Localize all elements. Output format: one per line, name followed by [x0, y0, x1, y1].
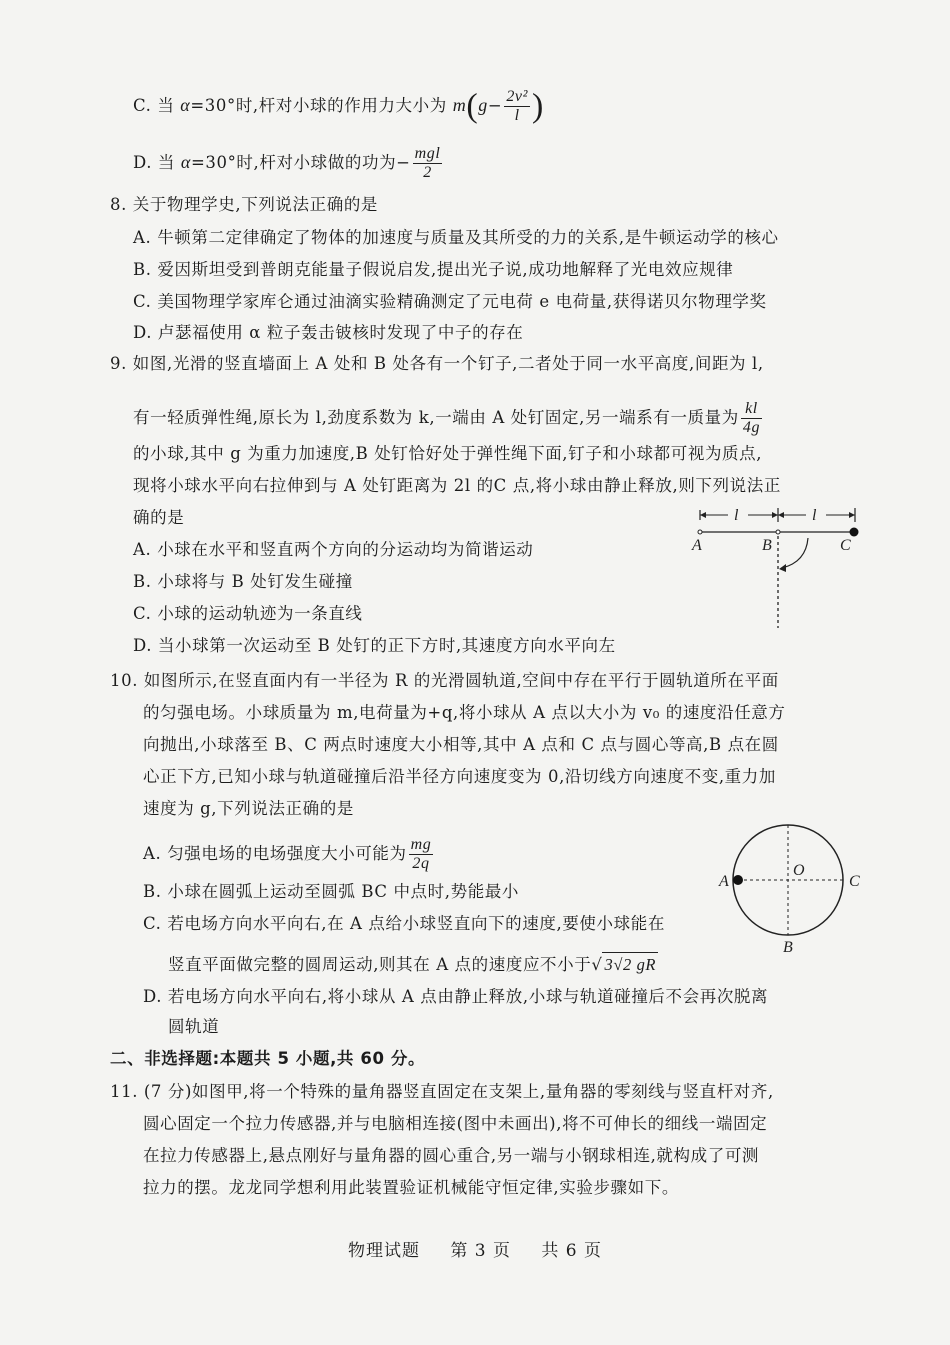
q8-option-c: C. 美国物理学家库仑通过油滴实验精确测定了元电荷 e 电荷量,获得诺贝尔物理学奖 — [133, 292, 767, 311]
q11-line-2: 圆心固定一个拉力传感器,并与电脑相连接(图中未画出),将不可伸长的细线一端固定 — [143, 1114, 768, 1133]
q9-stem-line-4: 现将小球水平向右拉伸到与 A 处钉距离为 2l 的C 点,将小球由静止释放,则下列说法正 — [133, 476, 781, 495]
q9-option-c: C. 小球的运动轨迹为一条直线 — [133, 604, 363, 623]
q10-stem-line-3: 向抛出,小球落至 B、C 两点时速度大小相等,其中 A 点和 C 点与圆心等高,B 点在圆 — [143, 735, 779, 754]
label-a: A — [719, 873, 729, 890]
q10-stem-line-5: 速度为 g,下列说法正确的是 — [143, 799, 354, 818]
label-c: C — [849, 873, 860, 890]
q10-figure-circular-track — [715, 820, 875, 960]
ball-a — [733, 875, 743, 885]
q8-stem: 8. 关于物理学史,下列说法正确的是 — [110, 195, 379, 214]
minus-sign: − — [487, 96, 503, 115]
q7c-text: =30°时,杆对小球的作用力大小为 — [190, 96, 453, 115]
q10-option-c-line-1: C. 若电场方向水平向右,在 A 点给小球竖直向下的速度,要使小球能在 — [143, 914, 665, 933]
footer-page-number: 第 3 页 — [450, 1241, 511, 1261]
denominator: 2q — [412, 855, 430, 872]
numerator: mg — [410, 836, 432, 853]
numerator: 2v² — [506, 88, 529, 105]
q9-stem-line-1: 9. 如图,光滑的竖直墙面上 A 处和 B 处各有一个钉子,二者处于同一水平高度,间距为 l, — [110, 354, 764, 373]
alpha-symbol: α — [180, 152, 191, 172]
nail-b — [776, 530, 780, 534]
q10-option-b: B. 小球在圆弧上运动至圆弧 BC 中点时,势能最小 — [143, 882, 520, 901]
q9-stem-line-5: 确的是 — [133, 508, 185, 527]
q10a-text: A. 匀强电场的电场强度大小可能为 — [143, 844, 407, 863]
label-c: C — [840, 537, 851, 554]
q10-option-a — [143, 836, 435, 873]
footer-subject: 物理试题 — [347, 1241, 420, 1261]
q10-stem-line-1: 10. 如图所示,在竖直面内有一半径为 R 的光滑圆轨道,空间中存在平行于圆轨道所在平面 — [110, 671, 779, 690]
nail-a — [698, 530, 702, 534]
q10-option-d-line-2: 圆轨道 — [168, 1017, 220, 1036]
mass-fraction — [741, 400, 762, 437]
q10-option-c-line-2 — [168, 952, 658, 977]
footer-total-pages: 共 6 页 — [541, 1241, 603, 1261]
numerator: kl — [741, 400, 762, 419]
dim-label-l-1: l — [734, 507, 739, 524]
q8-option-a: A. 牛顿第二定律确定了物体的加速度与质量及其所受的力的关系,是牛顿运动学的核心 — [133, 228, 779, 247]
g-symbol: g — [478, 95, 488, 115]
mass-symbol: m — [452, 95, 467, 115]
q9-stem-line-3: 的小球,其中 g 为重力加速度,B 处钉恰好处于弹性绳下面,钉子和小球都可视为质点, — [133, 444, 763, 463]
q7-option-c — [133, 88, 544, 125]
q9-option-a: A. 小球在水平和竖直两个方向的分运动均为简谐运动 — [133, 540, 534, 559]
page-footer — [0, 1236, 950, 1261]
q9-line2-text: 有一轻质弹性绳,原长为 l,劲度系数为 k,一端由 A 处钉固定,另一端系有一质量为 — [133, 408, 739, 427]
q7d-prefix: D. 当 — [133, 153, 181, 172]
sqrt-sign: √ — [591, 955, 603, 974]
q8-option-b: B. 爱因斯坦受到普朗克能量子假说启发,提出光子说,成功地解释了光电效应规律 — [133, 260, 734, 279]
label-a: A — [692, 537, 702, 554]
q11-line-3: 在拉力传感器上,悬点刚好与量角器的圆心重合,另一端与小钢球相连,就构成了可测 — [143, 1146, 760, 1165]
q10-stem-line-4: 心正下方,已知小球与轨道碰撞后沿半径方向速度变为 0,沿切线方向速度不变,重力加 — [143, 767, 776, 786]
fraction — [504, 88, 530, 125]
section-2-heading: 二、非选择题:本题共 5 小题,共 60 分。 — [110, 1049, 426, 1068]
denominator: l — [514, 107, 520, 124]
label-o: O — [793, 862, 805, 879]
q10-stem-line-2: 的匀强电场。小球质量为 m,电荷量为+q,将小球从 A 点以大小为 v₀ 的速度沿任意方 — [143, 703, 786, 722]
q7d-text: =30°时,杆对小球做的功为− — [190, 153, 411, 172]
field-fraction — [409, 836, 434, 873]
sqrt-content: 3√2 gR — [602, 952, 658, 977]
right-paren: ) — [532, 87, 544, 125]
denominator: 4g — [742, 419, 761, 436]
denominator: 2 — [423, 164, 432, 181]
q10-option-d-line-1: D. 若电场方向水平向右,将小球从 A 点由静止释放,小球与轨道碰撞后不会再次脱离 — [143, 987, 769, 1006]
q11-line-1: 11. (7 分)如图甲,将一个特殊的量角器竖直固定在支架上,量角器的零刻线与竖直杆对齐, — [110, 1082, 774, 1101]
dim-label-l-2: l — [812, 507, 817, 524]
q10c-text: 竖直平面做完整的圆周运动,则其在 A 点的速度应不小于 — [168, 955, 592, 974]
label-b: B — [783, 939, 793, 956]
left-paren: ( — [466, 87, 479, 125]
label-b: B — [762, 537, 772, 554]
q9-figure-nails-rope — [690, 500, 870, 630]
q8-option-d: D. 卢瑟福使用 α 粒子轰击铍核时发现了中子的存在 — [133, 323, 524, 342]
numerator: mgl — [414, 145, 441, 162]
q11-line-4: 拉力的摆。龙龙同学想利用此装置验证机械能守恒定律,实验步骤如下。 — [143, 1178, 679, 1197]
ball-c — [850, 528, 859, 537]
q9-stem-line-2 — [133, 400, 764, 437]
alpha-symbol: α — [180, 95, 191, 115]
q7c-prefix: C. 当 — [133, 96, 181, 115]
q7-option-d — [133, 145, 444, 182]
q9-option-d: D. 当小球第一次运动至 B 处钉的正下方时,其速度方向水平向左 — [133, 636, 616, 655]
q9-option-b: B. 小球将与 B 处钉发生碰撞 — [133, 572, 353, 591]
fraction — [413, 145, 443, 182]
